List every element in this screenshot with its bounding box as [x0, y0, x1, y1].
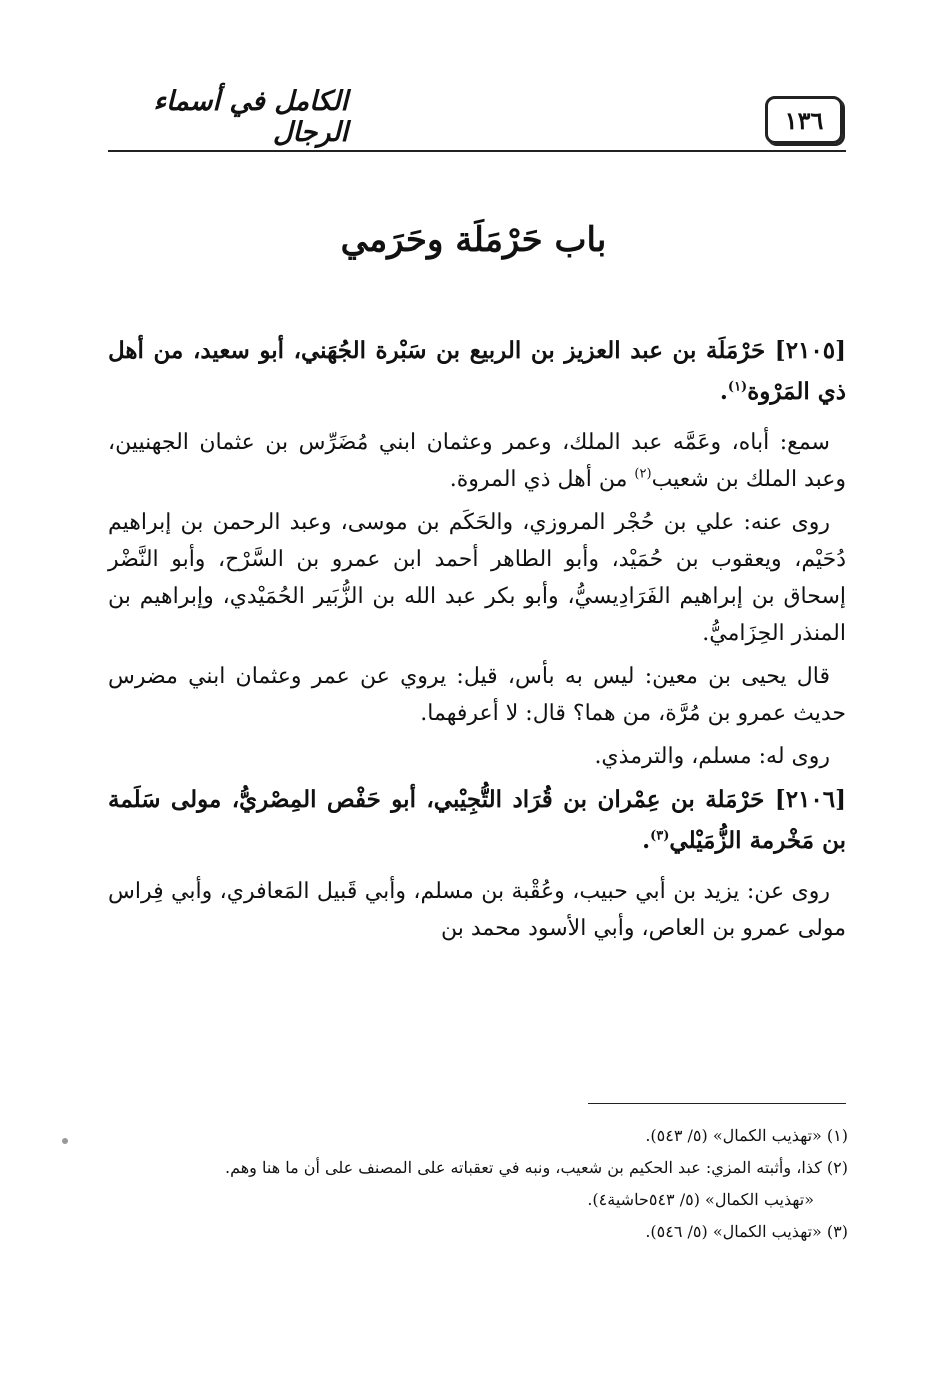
paragraph-text: روى عن: يزيد بن أبي حبيب، وعُقْبة بن مسلم، وأبي قَبيل المَعافري، وأبي فِراس مولى عمرو بن العاص، وأبي الأسود محمد بن [108, 879, 846, 941]
entry-heading-end: . [719, 378, 728, 405]
footnote-continuation: «تهذيب الكمال» (٥/ ٥٤٣حاشية٤). [587, 1190, 814, 1209]
footnote-ref[interactable]: (١) [727, 379, 748, 395]
footnotes [108, 1120, 848, 1248]
paragraph-text: روى له: مسلم، والترمذي. [594, 744, 830, 769]
entry-heading-text: حَرْمَلة بن عِمْران بن قُرَاد التُّجِيْبي، أبو حَفْص المِصْريُّ، مولى سَلَمة بن مَخْرمة الزُّمَيْلي [108, 786, 846, 854]
footnote-label: (٢) [826, 1158, 848, 1177]
entry-heading-text: حَرْمَلَة بن عبد العزيز بن الربيع بن سَبْرة الجُهَني، أبو سعيد، من أهل ذي المَرْوة [108, 337, 846, 405]
footnote [108, 1216, 848, 1248]
body-text [108, 330, 846, 953]
header-divider [108, 150, 846, 152]
footnote-ref[interactable]: (٣) [650, 828, 670, 844]
paragraph [108, 424, 846, 498]
entry-heading-end: . [642, 827, 651, 854]
running-title-calligraphy: الكامل في أسماء الرجال [153, 86, 348, 148]
chapter-title: باب حَرْمَلَة وحَرَمي [340, 220, 607, 260]
paragraph [108, 504, 846, 652]
entry-heading [108, 779, 846, 861]
paragraph-tail: من أهل ذي المروة. [449, 467, 635, 492]
paragraph-text: قال يحيى بن معين: ليس به بأس، قيل: يروي عن عمر وعثمان ابني مضرس حديث عمرو بن مُرَّة، من هما؟ قال: لا أعرفهما. [108, 664, 846, 726]
footnote-text: «تهذيب الكمال» (٥/ ٥٤٦). [645, 1222, 822, 1241]
footnote [108, 1120, 848, 1152]
footnote-text: «تهذيب الكمال» (٥/ ٥٤٣). [645, 1126, 822, 1145]
entry-number: [٢١٠٦] [774, 786, 847, 813]
paragraph [108, 873, 846, 947]
margin-dot [62, 1138, 68, 1144]
entry-number: [٢١٠٥] [774, 337, 846, 364]
paragraph-text: سمع: أباه، وعَمَّه عبد الملك، وعمر وعثمان ابني مُضَرِّس بن عثمان الجهنيين، وعبد الملك بن شعيب [108, 430, 846, 492]
paragraph-text: روى عنه: علي بن حُجْر المروزي، والحَكَم بن موسى، وعبد الرحمن بن إبراهيم دُحَيْم، ويعقوب بن حُمَيْد، وأبو الطاهر أحمد ابن عمرو بن السَّرْح، وأبو النَّضْر إسحاق بن إبراهيم الفَرَادِيسيُّ، وأبو بكر عبد الله بن الزُّبَير الحُمَيْدي، وإبراهيم بن المنذر الحِزَاميُّ. [108, 510, 846, 646]
footnote-text: كذا، وأثبته المزي: عبد الحكيم بن شعيب، ونبه في تعقباته على المصنف على أن ما هنا وهم. [225, 1158, 822, 1177]
footnote-ref[interactable]: (٢) [634, 466, 652, 482]
paragraph [108, 658, 846, 732]
footnote [108, 1152, 848, 1216]
footnote-divider [588, 1103, 846, 1104]
entry-heading [108, 330, 846, 412]
footnote-label: (٣) [826, 1222, 848, 1241]
paragraph [108, 738, 846, 775]
page-number: ١٣٦ [765, 96, 843, 144]
footnote-label: (١) [826, 1126, 848, 1145]
